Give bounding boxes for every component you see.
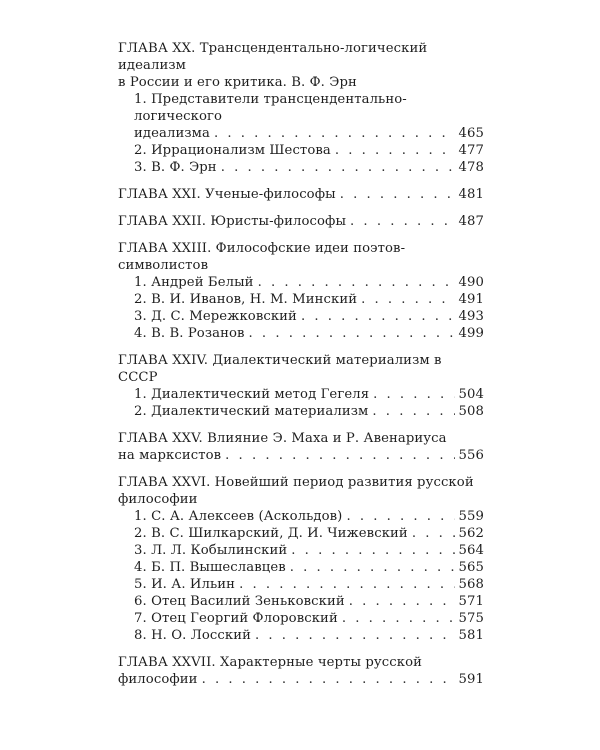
dot-leader [290,559,455,576]
section-entry [118,508,484,525]
section-title: 1. С. А. Алексеев (Аскольдов) [134,509,343,524]
section-title: 3. Л. Л. Кобылинский [134,543,288,558]
dot-leader [361,291,454,308]
chapter-title-line: в России и его критика. В. Ф. Эрн [118,75,357,90]
dot-leader [349,593,455,610]
chapter-title: ГЛАВА XXII. Юристы-философы [118,214,347,229]
dot-leader [255,627,455,644]
dot-leader [239,576,454,593]
dot-leader [225,447,454,464]
chapter-25 [118,430,484,464]
chapter-26 [118,474,484,644]
section-title-line: 1. Представители трансцендентально-логического [134,92,407,124]
section-entry [118,159,484,176]
page-number: 568 [458,577,484,592]
chapter-21 [118,186,484,203]
section-title: 1. Андрей Белый [134,275,254,290]
section-title: 3. В. Ф. Эрн [134,160,217,175]
section-entry [118,525,484,542]
dot-leader [346,508,454,525]
section-entry [118,403,484,420]
page-number: 564 [458,543,484,558]
section-entry [118,291,484,308]
section-title: 8. Н. О. Лосский [134,628,251,643]
section-entry [118,386,484,403]
section-entry [118,593,484,610]
chapter-title: ГЛАВА XXIV. Диалектический материализм в СССР [118,353,442,385]
dot-leader [342,610,455,627]
section-title: 2. В. И. Иванов, Н. М. Минский [134,292,358,307]
chapter-title-line: ГЛАВА XXVI. Новейший период развития русской [118,475,474,490]
dot-leader [301,308,455,325]
page-number: 477 [458,143,484,158]
dot-leader [214,125,455,142]
chapter-title-line: философии [118,672,198,687]
section-title: 1. Диалектический метод Гегеля [134,387,370,402]
page-number: 559 [458,509,484,524]
section-title: 5. И. А. Ильин [134,577,236,592]
section-entry [118,274,484,291]
page-number: 575 [458,611,484,626]
dot-leader [249,325,455,342]
page-number: 508 [458,404,484,419]
chapter-title-line: ГЛАВА XXV. Влияние Э. Маха и Р. Авенариуса [118,431,447,446]
section-title: 7. Отец Георгий Флоровский [134,611,338,626]
section-entry [118,627,484,644]
section-entry [118,559,484,576]
page-number: 493 [458,309,484,324]
section-entry [118,91,484,142]
chapter-title-line: на марксистов [118,448,222,463]
page-number: 591 [458,672,484,687]
dot-leader [340,186,455,203]
section-title-line: идеализма [134,126,210,141]
chapter-title: ГЛАВА XXI. Ученые-философы [118,187,336,202]
page-number: 478 [458,160,484,175]
page-number: 487 [458,214,484,229]
page-number: 571 [458,594,484,609]
page-number: 481 [458,187,484,202]
dot-leader [350,213,454,230]
page-number: 581 [458,628,484,643]
section-entry [118,542,484,559]
dot-leader [335,142,455,159]
chapter-27 [118,654,484,688]
section-entry [118,576,484,593]
dot-leader [372,403,454,420]
page-number: 490 [458,275,484,290]
section-entry [118,308,484,325]
chapter-title-line: ГЛАВА XX. Трансцендентально-логический идеализм [118,41,428,73]
chapter-23 [118,240,484,342]
page-number: 499 [458,326,484,341]
chapter-24 [118,352,484,420]
chapter-title-line: ГЛАВА XXVII. Характерные черты русской [118,655,423,670]
dot-leader [373,386,454,403]
dot-leader [412,525,455,542]
dot-leader [221,159,455,176]
page-number: 562 [458,526,484,541]
page-number: 491 [458,292,484,307]
section-entry [118,142,484,159]
dot-leader [258,274,455,291]
chapter-22 [118,213,484,230]
section-entry [118,325,484,342]
chapter-title: ГЛАВА XXIII. Философские идеи поэтов-символистов [118,241,406,273]
section-title: 4. Б. П. Вышеславцев [134,560,286,575]
dot-leader [291,542,454,559]
section-title: 4. В. В. Розанов [134,326,245,341]
page-number: 504 [458,387,484,402]
dot-leader [202,671,455,688]
table-of-contents [118,40,484,698]
page-number: 465 [458,126,484,141]
section-title: 2. В. С. Шилкарский, Д. И. Чижевский [134,526,408,541]
section-title: 3. Д. С. Мережковский [134,309,297,324]
section-title: 2. Диалектический материализм [134,404,369,419]
chapter-title-line: философии [118,492,198,507]
section-entry [118,610,484,627]
page-number: 556 [458,448,484,463]
page-number: 565 [458,560,484,575]
chapter-20 [118,40,484,176]
section-title: 6. Отец Василий Зеньковский [134,594,345,609]
section-title: 2. Иррационализм Шестова [134,143,331,158]
